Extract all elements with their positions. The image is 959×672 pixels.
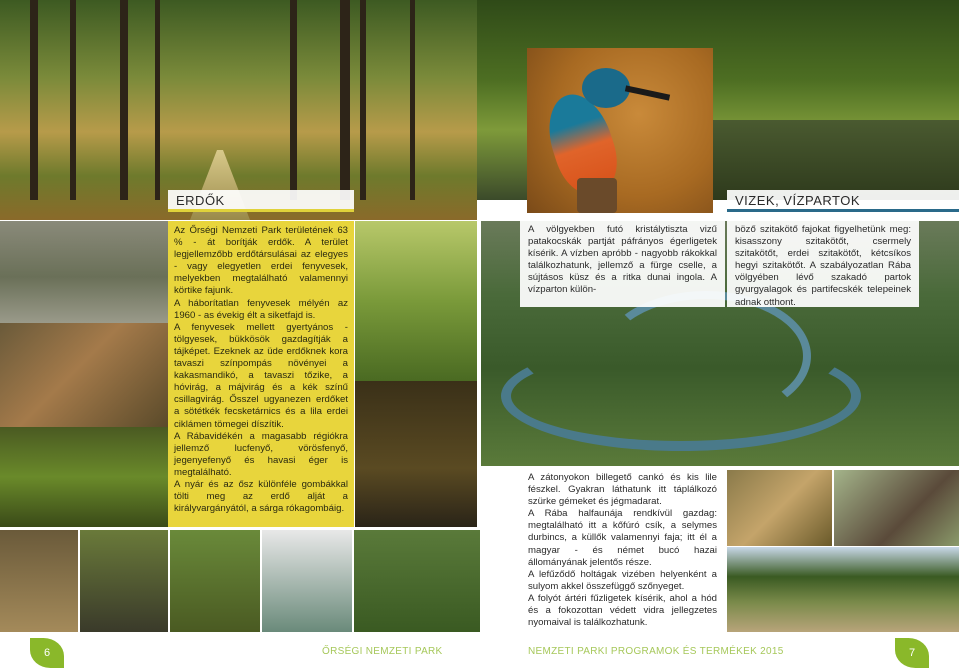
cyclamen-photo — [170, 530, 260, 632]
vizek-text-col1: A völgyekben futó kristálytiszta vizű patakocskák partját páfrányos égerligetek kísérik. A vízben apróbb - nagyobb rákokkal találkozhatunk, jellemző a fürge cselle, a sújtásos küsz és a ritka dunai ingola. A vízparton külön- — [520, 221, 725, 307]
page-number-left: 6 — [30, 638, 64, 668]
erdok-text — [168, 221, 354, 527]
moss-photo — [0, 427, 168, 527]
paragraph: A nyár és az ősz különféle gombákkal tölti meg az erdő alját a királyvargányától, a sárga rókagombáig. — [174, 478, 348, 515]
page-number-right: 7 — [895, 638, 929, 668]
paragraph: A háborítatlan fenyvesek mélyén az 1960 - as évekig élt a siketfajd is. — [174, 297, 348, 321]
flowers-photo — [354, 530, 480, 632]
footer-right-text: NEMZETI PARKI PROGRAMOK ÉS TERMÉKEK 2015 — [528, 646, 784, 657]
section-title-erdok: ERDŐK — [168, 190, 354, 212]
paragraph: Az Őrségi Nemzeti Park területének 63 % - át borítják erdők. A terület legjellemzőbb erdőtársulásai az elegyes - vagy elegyetlen erdei fenyvesek, melyekben megtalálható valamennyi körtike fajunk. — [174, 225, 348, 297]
capercaillie-photo — [80, 530, 168, 632]
river-landscape-photo — [727, 547, 959, 632]
parasol-mushroom-photo — [0, 530, 78, 632]
vizek-text-col2: böző szitakötő fajokat figyelhetünk meg: kisasszony szitakötőt, csermely szitakötőt, erdei szitakötőt, kétcsíkos hegyi szitakötőt. A szabályozatlan Rába völgyében lévő szakadó partok gyurgyalagok és partifecskék telepeinek adnak otthont. — [727, 221, 919, 307]
bird-in-snow-photo — [262, 530, 352, 632]
paragraph: A fenyvesek mellett gyertyános - tölgyesek, bükkösök gazdagítják a tájképet. Ezeknek az üde erdőknek kora tavaszi színpompás növényei a kakasmandikó, a tavaszi tőzike, a hóvirág, a májvirág és a kék színű csillagvirág. Ősszel ugyanezen erdőket a sötétkék fecsketárnics és a lila erdei ciklámen tömegei díszítik. — [174, 321, 348, 430]
mushroom-photo — [355, 381, 477, 527]
footer-left-text: ŐRSÉGI NEMZETI PARK — [322, 646, 443, 657]
frog-photo — [0, 323, 168, 427]
paragraph: A folyót ártéri fűzligetek kísérik, ahol a hód és a fokozottan védett vidra jellegzetes nyomaival is találkozhatunk. — [528, 592, 717, 629]
section-title-vizek: VIZEK, VÍZPARTOK — [727, 190, 959, 212]
paragraph: A zátonyokon billegető cankó és kis lile fészkel. Gyakran láthatunk itt táplálkozó szürke gémeket és jégmadarat. — [528, 472, 717, 508]
vizek-bottom-text — [520, 470, 725, 632]
deer-photo — [0, 221, 168, 323]
birch-forest-photo — [355, 221, 477, 381]
kingfisher-photo — [527, 48, 713, 213]
otter-photo — [834, 470, 959, 546]
forest-photo — [0, 0, 477, 220]
paragraph: A Rába halfaunája rendkívül gazdag: megtalálható itt a kőfúró csík, a selymes durbincs, a küllők valamennyi faja; itt él a magyar - és német bucó hazai állományának jelentős része. — [528, 508, 717, 568]
paragraph: A lefűződő holtágak vizében helyenként a sulyom akkel összefüggő szőnyeget. — [528, 568, 717, 592]
toad-photo — [727, 470, 832, 546]
paragraph: A Rábavidékén a magasabb régiókra jellemző lucfenyő, vörösfenyő, jegenyefenyő és havasi éger is megtalálható. — [174, 430, 348, 478]
